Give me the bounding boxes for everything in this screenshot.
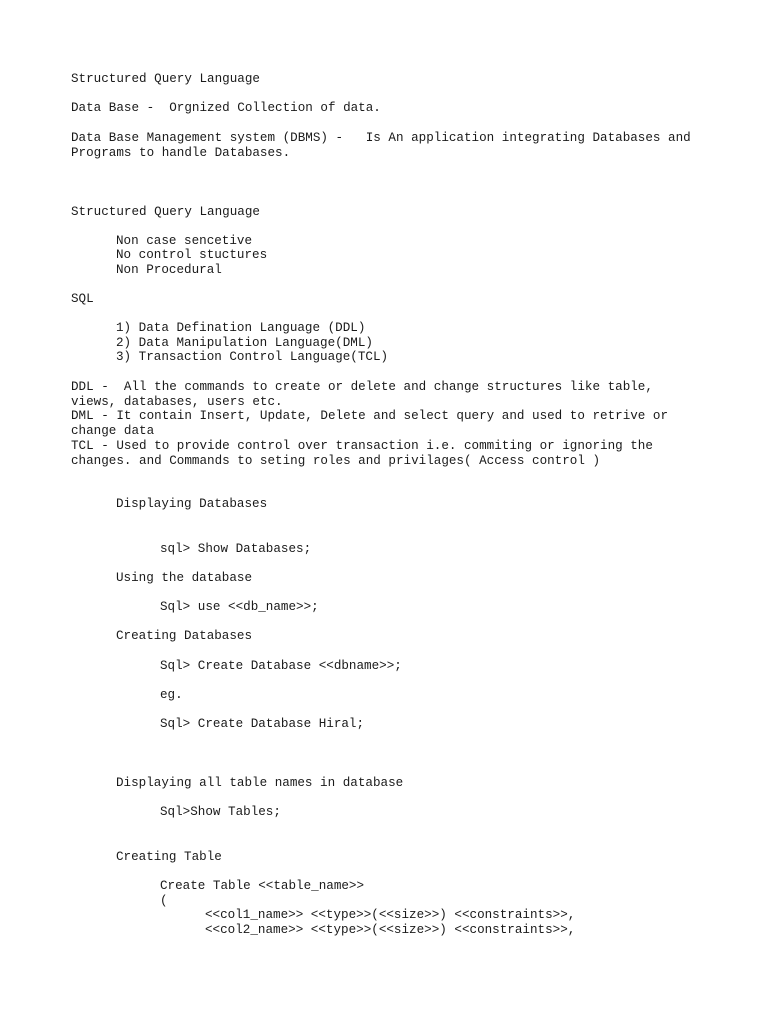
text-line: ( [160, 894, 168, 908]
text-line: changes. and Commands to seting roles and privilages( Access control ) [71, 454, 601, 468]
text-line: Displaying all table names in database [116, 776, 404, 790]
text-line: TCL - Used to provide control over transaction i.e. commiting or ignoring the [71, 439, 653, 453]
text-line: Sql> use <<db_name>>; [160, 600, 319, 614]
text-line: DML - It contain Insert, Update, Delete and select query and used to retrive or [71, 409, 669, 423]
text-line: 2) Data Manipulation Language(DML) [116, 336, 373, 350]
text-line: Creating Databases [116, 629, 253, 643]
text-line: DDL - All the commands to create or delete and change structures like table, [71, 380, 653, 394]
text-line: Displaying Databases [116, 497, 268, 511]
text-line: Create Table <<table_name>> [160, 879, 365, 893]
text-line: Programs to handle Databases. [71, 146, 291, 160]
text-line: Non case sencetive [116, 234, 253, 248]
text-line: <<col2_name>> <<type>>(<<size>>) <<constraints>>, [205, 923, 576, 937]
text-line: Creating Table [116, 850, 222, 864]
text-line: eg. [160, 688, 183, 702]
text-line: No control stuctures [116, 248, 268, 262]
text-line: Data Base - Orgnized Collection of data. [71, 101, 381, 115]
text-line: views, databases, users etc. [71, 395, 283, 409]
text-line: Sql> Create Database Hiral; [160, 717, 365, 731]
text-line: sql> Show Databases; [160, 542, 312, 556]
text-line: change data [71, 424, 155, 438]
text-line: Structured Query Language [71, 72, 260, 86]
text-line: Sql> Create Database <<dbname>>; [160, 659, 402, 673]
text-line: Using the database [116, 571, 253, 585]
text-line: <<col1_name>> <<type>>(<<size>>) <<constraints>>, [205, 908, 576, 922]
text-line: 3) Transaction Control Language(TCL) [116, 350, 389, 364]
text-line: Sql>Show Tables; [160, 805, 281, 819]
text-line: Non Procedural [116, 263, 222, 277]
text-line: 1) Data Defination Language (DDL) [116, 321, 366, 335]
text-line: Structured Query Language [71, 205, 260, 219]
text-line: SQL [71, 292, 94, 306]
text-line: Data Base Management system (DBMS) - Is An application integrating Databases and [71, 131, 691, 145]
